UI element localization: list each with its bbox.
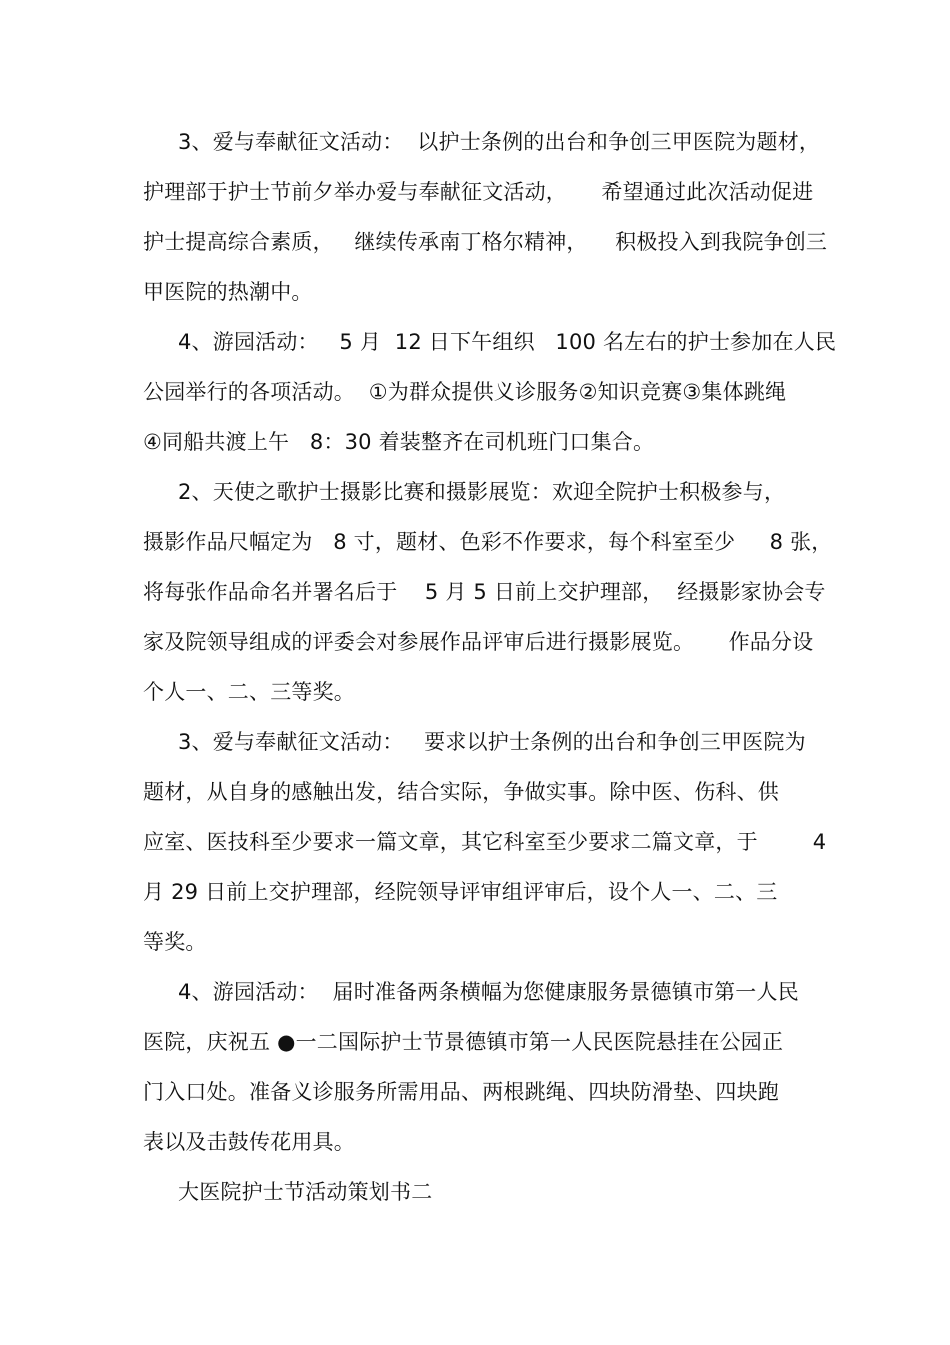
paragraph-line: 等奖。 xyxy=(143,930,207,954)
paragraph-line: 3、爱与奉献征文活动： 要求以护士条例的出台和争创三甲医院为 xyxy=(178,730,806,754)
section-heading: 大医院护士节活动策划书二 xyxy=(178,1180,433,1204)
paragraph-line: 将每张作品命名并署名后于 5 月 5 日前上交护理部， 经摄影家协会专 xyxy=(143,580,826,604)
paragraph-line: 4、游园活动： 5 月 12 日下午组织 100 名左右的护士参加在人民 xyxy=(178,330,837,354)
paragraph-line: 家及院领导组成的评委会对参展作品评审后进行摄影展览。 作品分设 xyxy=(143,630,814,654)
paragraph-line: 3、爱与奉献征文活动： 以护士条例的出台和争创三甲医院为题材， xyxy=(178,130,821,154)
paragraph-line: 月 29 日前上交护理部，经院领导评审组评审后，设个人一、二、三 xyxy=(143,880,778,904)
paragraph-line: 应室、医技科至少要求一篇文章，其它科室至少要求二篇文章，于 4 xyxy=(143,830,827,854)
paragraph-line: 摄影作品尺幅定为 8 寸，题材、色彩不作要求，每个科室至少 8 张， xyxy=(143,530,833,554)
paragraph-line: 题材，从自身的感触出发，结合实际，争做实事。除中医、伤科、供 xyxy=(143,780,779,804)
paragraph-line: 门入口处。准备义诊服务所需用品、两根跳绳、四块防滑垫、四块跑 xyxy=(143,1080,779,1104)
paragraph-line: 公园举行的各项活动。 ①为群众提供义诊服务②知识竞赛③集体跳绳 xyxy=(143,380,787,404)
paragraph-line: 2、天使之歌护士摄影比赛和摄影展览：欢迎全院护士积极参与， xyxy=(178,480,786,504)
paragraph-line: ④同船共渡上午 8：30 着装整齐在司机班门口集合。 xyxy=(143,430,655,454)
paragraph-line: 护士提高综合素质， 继续传承南丁格尔精神， 积极投入到我院争创三 xyxy=(143,230,828,254)
paragraph-line: 4、游园活动： 届时准备两条横幅为您健康服务景德镇市第一人民 xyxy=(178,980,799,1004)
paragraph-line: 医院，庆祝五 ●一二国际护士节景德镇市第一人民医院悬挂在公园正 xyxy=(143,1030,784,1054)
paragraph-line: 表以及击鼓传花用具。 xyxy=(143,1130,355,1154)
paragraph-line: 甲医院的热潮中。 xyxy=(143,280,313,304)
paragraph-line: 个人一、二、三等奖。 xyxy=(143,680,355,704)
paragraph-line: 护理部于护士节前夕举办爱与奉献征文活动， 希望通过此次活动促进 xyxy=(143,180,814,204)
